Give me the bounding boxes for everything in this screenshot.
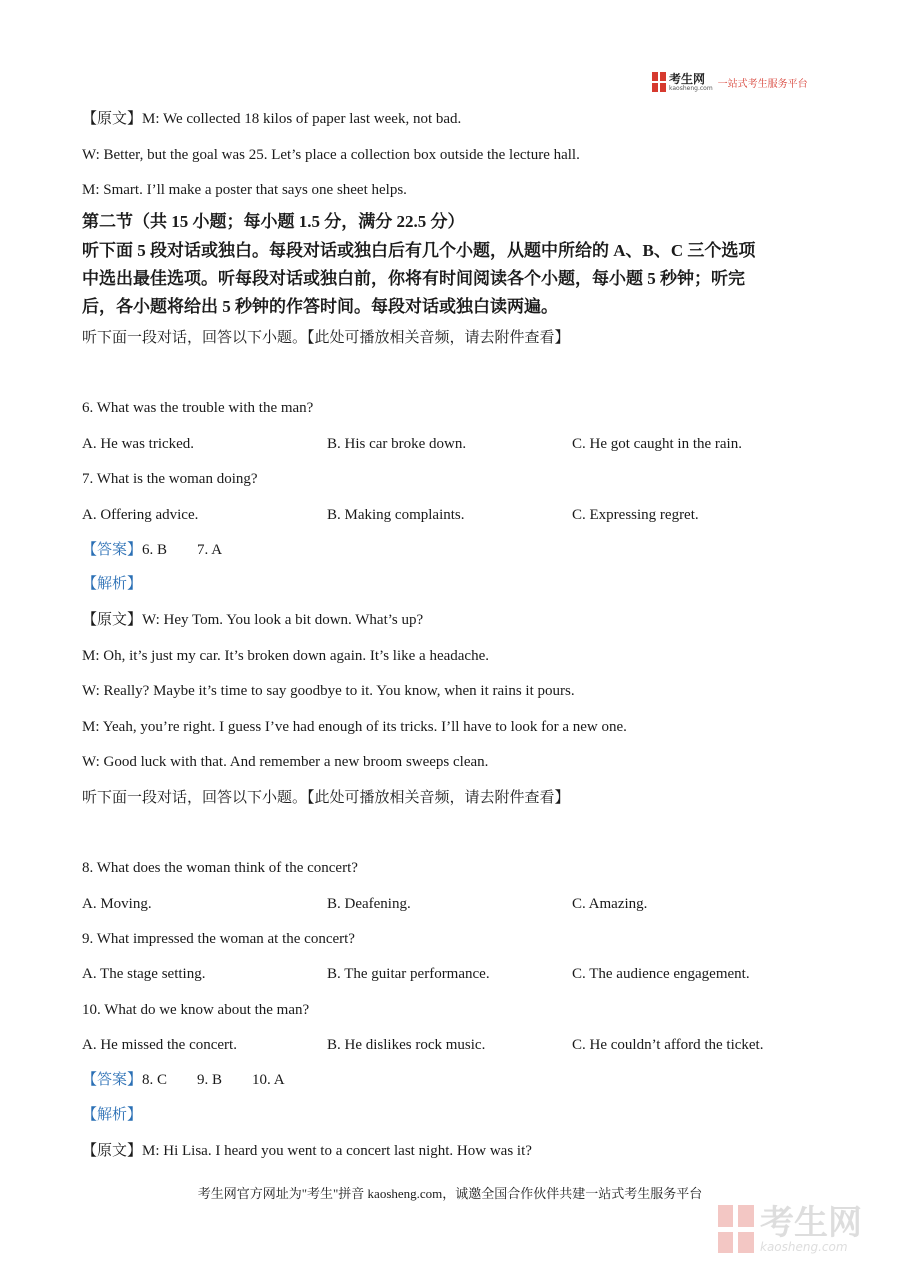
section-instruction: 中选出最佳选项。听每段对话或独白前，你将有时间阅读各个小题，每小题 5 秒钟；听完 [82,269,745,288]
section-title: 第二节（共 15 小题；每小题 1.5 分，满分 22.5 分） [82,212,465,231]
analysis-tag: 【解析】 [82,1107,143,1123]
transcript-line: 【原文】M: We collected 18 kilos of paper last week, not bad. [82,111,462,127]
option-10b: B. He dislikes rock music. [327,1037,486,1053]
logo-title: 考生网 [669,71,706,86]
option-7a: A. Offering advice. [82,507,199,523]
header-logo [652,72,808,92]
watermark-url: kaosheng.com [760,1240,848,1254]
option-8b: B. Deafening. [327,896,411,912]
option-9a: A. The stage setting. [82,966,206,982]
option-10c: C. He couldn’t afford the ticket. [572,1037,764,1053]
option-10a: A. He missed the concert. [82,1037,237,1053]
question-7: 7. What is the woman doing? [82,471,258,487]
option-6c: C. He got caught in the rain. [572,436,742,452]
question-8: 8. What does the woman think of the concert? [82,860,358,876]
transcript-line: M: Oh, it’s just my car. It’s broken down again. It’s like a headache. [82,648,489,664]
answer-tag: 【答案】 [82,1072,143,1088]
analysis-tag: 【解析】 [82,576,143,592]
watermark-title: 考生网 [760,1203,862,1243]
footer-text: 考生网官方网址为"考生"拼音 kaosheng.com，诚邀全国合作伙伴共建一站式考生服务平台 [197,1186,703,1201]
transcript-line: W: Really? Maybe it’s time to say goodbye to it. You know, when it rains it pours. [82,683,575,699]
audio-instruction: 听下面一段对话，回答以下小题。【此处可播放相关音频，请去附件查看】 [82,790,570,806]
answer-values: 6. B 7. A [142,542,223,558]
option-9c: C. The audience engagement. [572,966,750,982]
option-8c: C. Amazing. [572,896,648,912]
answer-values: 8. C 9. B 10. A [142,1072,285,1088]
transcript-line: M: Smart. I’ll make a poster that says one sheet helps. [82,182,407,198]
transcript-line: 【原文】W: Hey Tom. You look a bit down. What’s up? [82,612,424,628]
option-9b: B. The guitar performance. [327,966,490,982]
transcript-line: M: Yeah, you’re right. I guess I’ve had enough of its tricks. I’ll have to look for a new one. [82,719,627,735]
option-6a: A. He was tricked. [82,436,195,452]
answer-line [82,541,222,559]
transcript-line: W: Good luck with that. And remember a new broom sweeps clean. [82,754,489,770]
section-instruction: 后，各小题将给出 5 秒钟的作答时间。每段对话或独白读两遍。 [82,297,558,316]
option-7b: B. Making complaints. [327,507,465,523]
section-instruction: 听下面 5 段对话或独白。每段对话或独白后有几个小题，从题中所给的 A、B、C 三个选项 [82,241,756,260]
transcript-line: 【原文】M: Hi Lisa. I heard you went to a concert last night. How was it? [82,1143,532,1159]
logo-slogan: 一站式考生服务平台 [717,78,808,90]
logo-url: kaosheng.com [669,84,713,92]
answer-tag: 【答案】 [82,542,143,558]
transcript-line: W: Better, but the goal was 25. Let’s place a collection box outside the lecture hall. [82,147,580,163]
watermark-logo-icon [718,1205,754,1253]
answer-line [82,1071,285,1089]
watermark [718,1205,862,1253]
audio-instruction: 听下面一段对话，回答以下小题。【此处可播放相关音频，请去附件查看】 [82,330,570,346]
question-9: 9. What impressed the woman at the concert? [82,931,355,947]
option-6b: B. His car broke down. [327,436,467,452]
kaosheng-logo-icon [652,72,666,92]
question-10: 10. What do we know about the man? [82,1002,310,1018]
option-7c: C. Expressing regret. [572,507,699,523]
option-8a: A. Moving. [82,896,152,912]
question-6: 6. What was the trouble with the man? [82,400,314,416]
